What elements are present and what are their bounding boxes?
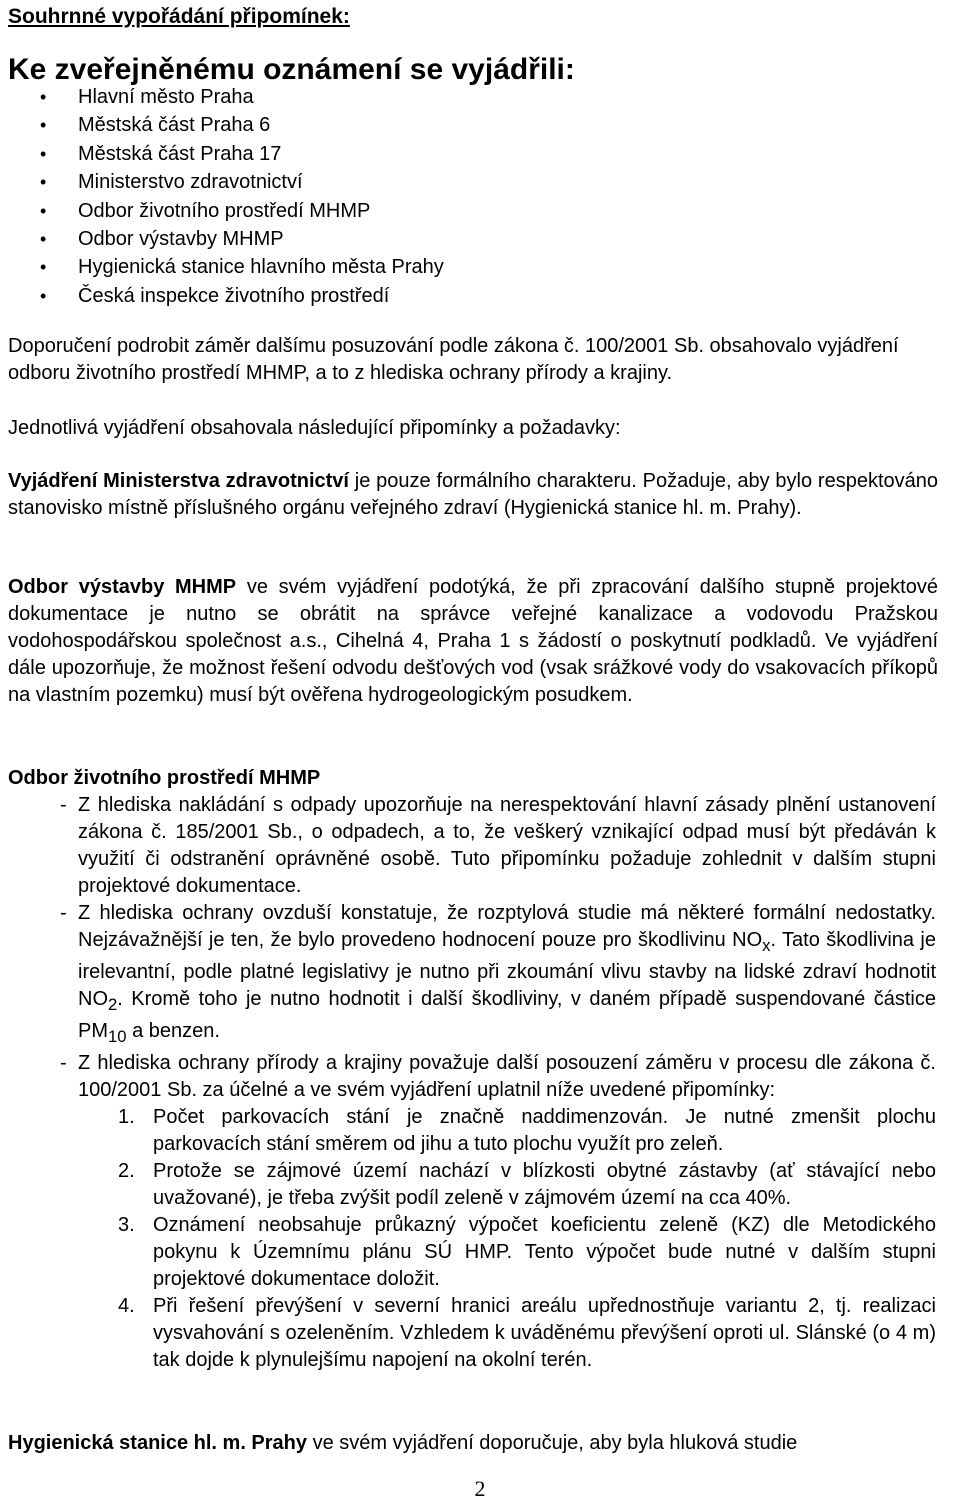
list-item: [78, 1212, 936, 1293]
item-text: Oznámení neobsahuje průkazný výpočet koeficientu zeleně (KZ) dle Metodického pokynu k Územnímu plánu SÚ HMP. Tento výpočet bude nutné v dalším stupni projektové dokumentace doložit.: [153, 1214, 936, 1290]
list-item: [0, 900, 936, 1050]
list-item: [78, 1293, 936, 1374]
hygiene-name: Hygienická stanice hl. m. Prahy: [8, 1432, 308, 1454]
air-remark-text: a benzen.: [126, 1020, 220, 1042]
item-text: Počet parkovacích stání je značně naddimenzován. Je nutné zmenšit plochu parkovacích stání směrem od jihu a tuto plochu využít pro zeleň.: [153, 1106, 936, 1155]
dash-marker: -: [60, 1052, 67, 1074]
construction-text: ve svém vyjádření podotýká, že při zpracování dalšího stupně projektové dokumentace je nutno se obrátit na správce veřejné kanalizace a vodovodu Pražskou vodohospodářskou společnost a.s., Cihelná 4, Praha 1 s žádostí o poskytnutí podkladů. Ve vyjádření dále upozorňuje, že možnost řešení odvodu dešťových vod (vsak srážkové vody do vsakovacích příkopů na vlastním pozemku) musí být ověřena hydrogeologickým posudkem.: [8, 576, 938, 706]
item-number: 3.: [118, 1214, 135, 1236]
hygiene-text: ve svém vyjádření doporučuje, aby byla hluková studie: [307, 1432, 798, 1454]
subscript: x: [762, 936, 771, 955]
hygiene-paragraph: [8, 1430, 938, 1457]
respondents-heading: Ke zveřejněnému oznámení se vyjádřili:: [8, 53, 575, 86]
environment-heading: Odbor životního prostředí MHMP: [8, 767, 321, 789]
nature-remarks-list: [78, 1104, 936, 1374]
dash-marker: -: [60, 902, 67, 924]
list-item: • Odbor životního prostředí MHMP: [0, 197, 444, 225]
list-item: • Městská část Praha 6: [0, 111, 444, 139]
ministry-text: je pouze formálního charakteru. Požaduje, aby bylo respektováno stanovisko místně příslušného orgánu veřejného zdraví (Hygienická stanice hl. m. Prahy).: [8, 470, 938, 519]
list-item: [0, 1050, 936, 1374]
air-remark-text: . Kromě toho je nutno hodnotit i další škodliviny, v daném případě suspendované částice PM: [78, 988, 936, 1042]
waste-remark: Z hlediska nakládání s odpady upozorňuje na nerespektování hlavní zásady plnění ustanovení zákona č. 185/2001 Sb., o odpadech, a to, že veškerý vznikající odpad musí být předáván k využití či odstranění oprávněné osobě. Tuto připomínku požaduje zohlednit v dalším stupni projektové dokumentace.: [78, 794, 936, 897]
air-remark: [78, 902, 936, 1046]
intro-paragraph: Jednotlivá vyjádření obsahovala následující připomínky a požadavky:: [8, 417, 621, 439]
list-item: [0, 792, 936, 900]
list-item: • Hygienická stanice hlavního města Prahy: [0, 253, 444, 281]
subscript: 10: [108, 1027, 127, 1046]
respondents-list: [0, 83, 444, 310]
item-number: 1.: [118, 1106, 135, 1128]
list-item: • Ministerstvo zdravotnictví: [0, 168, 444, 196]
item-number: 4.: [118, 1295, 135, 1317]
list-item: [78, 1104, 936, 1158]
dash-marker: -: [60, 794, 67, 816]
nature-remark: Z hlediska ochrany přírody a krajiny považuje další posouzení záměru v procesu dle zákona č. 100/2001 Sb. za účelné a ve svém vyjádření uplatnil níže uvedené připomínky:: [78, 1052, 936, 1101]
page-number: 2: [474, 1476, 486, 1501]
item-number: 2.: [118, 1160, 135, 1182]
subscript: 2: [108, 995, 118, 1014]
environment-remarks-list: [0, 792, 960, 1374]
item-text: Protože se zájmové území nachází v blízkosti obytné zástavby (ať stávající nebo uvažované), je třeba zvýšit podíl zeleně v zájmovém území na cca 40%.: [153, 1160, 936, 1209]
list-item: • Hlavní město Praha: [0, 83, 444, 111]
item-text: Při řešení převýšení v severní hranici areálu upřednostňuje variantu 2, tj. realizaci vysvahování s ozeleněním. Vzhledem k uváděnému převýšení oproti ul. Slánské (o 4 m) tak dojde k plynulejšímu napojení na okolní terén.: [153, 1295, 936, 1371]
recommendation-paragraph: Doporučení podrobit záměr dalšímu posuzování podle zákona č. 100/2001 Sb. obsahovalo vyjádření odboru životního prostředí MHMP, a to z hlediska ochrany přírody a krajiny.: [8, 335, 899, 384]
air-remark-text: Z hlediska ochrany ovzduší konstatuje, že rozptylová studie má některé formální nedostatky. Nejzávažnější je ten, že bylo provedeno hodnocení pouze pro škodlivinu NO: [78, 902, 936, 951]
list-item: • Městská část Praha 17: [0, 140, 444, 168]
ministry-paragraph: [8, 468, 938, 522]
ministry-name: Vyjádření Ministerstva zdravotnictví: [8, 470, 349, 492]
page-heading: Souhrnné vypořádání připomínek:: [8, 5, 350, 28]
list-item: • Odbor výstavby MHMP: [0, 225, 444, 253]
construction-paragraph: [8, 574, 938, 709]
list-item: [78, 1158, 936, 1212]
air-remark-text: . Tato škodlivina je irelevantní, podle platné legislativy je nutno při zkoumání vlivu stavby na lidské zdraví hodnotit NO: [78, 929, 936, 1010]
list-item: • Česká inspekce životního prostředí: [0, 282, 444, 310]
construction-name: Odbor výstavby MHMP: [8, 576, 237, 598]
